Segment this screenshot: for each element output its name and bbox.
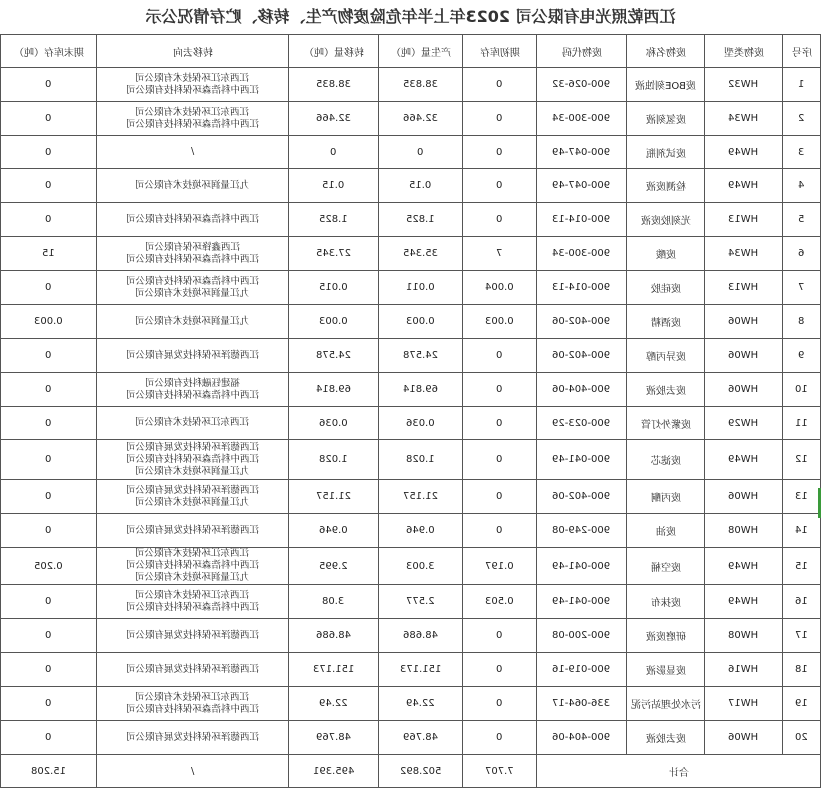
- cell-seq: 5: [783, 203, 821, 237]
- cell-transferred: 1.825: [289, 203, 379, 237]
- destination-line: 福建钰融科技有限公司: [144, 377, 240, 389]
- cell-seq: 11: [783, 407, 821, 440]
- cell-closing: 0.003: [1, 305, 97, 339]
- cell-closing: 0: [1, 653, 97, 687]
- table-row: [1, 271, 821, 305]
- cell-destination: [97, 480, 289, 514]
- cell-type: HW34: [705, 102, 783, 136]
- cell-name: 废滤芯: [627, 440, 705, 480]
- cell-name: 废空桶: [627, 548, 705, 585]
- cell-closing: 0: [1, 619, 97, 653]
- cell-code: 900-402-06: [537, 305, 627, 339]
- total-label: 合计: [537, 755, 821, 788]
- cell-opening: 0: [463, 373, 537, 407]
- destination-line: 江西中科浩森环保科技有限公司: [125, 601, 259, 613]
- destination-line: 江西东江环保技术有限公司: [135, 691, 250, 703]
- cell-name: 废紫外灯管: [627, 407, 705, 440]
- destination-line: 江西德泽环保科技发展有限公司: [125, 629, 259, 641]
- cell-code: 900-404-06: [537, 721, 627, 755]
- destination-line: 江西东江环保技术有限公司: [135, 548, 250, 559]
- cell-name: 废去胶液: [627, 721, 705, 755]
- cell-code: 336-064-17: [537, 687, 627, 721]
- cell-name: 废显影液: [627, 653, 705, 687]
- header-opening: 期初库存: [463, 35, 537, 68]
- cell-produced: 32.466: [379, 102, 463, 136]
- total-opening: 7.707: [463, 755, 537, 788]
- cell-code: 900-404-06: [537, 373, 627, 407]
- cell-opening: 0: [463, 136, 537, 169]
- destination-line: /: [190, 146, 195, 157]
- cell-seq: 16: [783, 585, 821, 619]
- destination-line: 江西中科浩森环保科技有限公司: [125, 389, 259, 401]
- cell-type: HW49: [705, 169, 783, 203]
- cell-seq: 6: [783, 237, 821, 271]
- cell-transferred: 3.08: [289, 585, 379, 619]
- table-row: [1, 136, 821, 169]
- cell-name: 检测废液: [627, 169, 705, 203]
- cell-destination: [97, 619, 289, 653]
- table-row: [1, 440, 821, 480]
- destination-line: 江西中科浩森环保科技有限公司: [125, 84, 259, 96]
- destination-line: 江西德泽环保科技发展有限公司: [125, 484, 259, 496]
- total-produced: 502.892: [379, 755, 463, 788]
- cell-transferred: 48.686: [289, 619, 379, 653]
- cell-closing: 0: [1, 687, 97, 721]
- cell-seq: 13: [783, 480, 821, 514]
- cell-name: 废丙酮: [627, 480, 705, 514]
- table-row: [1, 585, 821, 619]
- cell-opening: 7: [463, 237, 537, 271]
- destination-line: 江西中科浩森环保科技有限公司: [125, 118, 259, 130]
- cell-opening: 0: [463, 407, 537, 440]
- cell-name: 废酒精: [627, 305, 705, 339]
- cell-type: HW06: [705, 305, 783, 339]
- cell-seq: 20: [783, 721, 821, 755]
- table-row: [1, 339, 821, 373]
- cell-opening: 0: [463, 480, 537, 514]
- cell-destination: [97, 687, 289, 721]
- cell-name: 污水处理站污泥: [627, 687, 705, 721]
- cell-transferred: 0.946: [289, 514, 379, 548]
- header-code: 废物代码: [537, 35, 627, 68]
- cell-type: HW49: [705, 548, 783, 585]
- table-row: [1, 514, 821, 548]
- table-row: [1, 548, 821, 585]
- cell-produced: 2.577: [379, 585, 463, 619]
- cell-destination: [97, 339, 289, 373]
- cell-closing: 0: [1, 203, 97, 237]
- destination-line: 九江量润环境技术有限公司: [135, 572, 250, 583]
- cell-type: HW08: [705, 514, 783, 548]
- cell-code: 900-014-13: [537, 271, 627, 305]
- cell-produced: 1.028: [379, 440, 463, 480]
- destination-line: 江西东江环保技术有限公司: [135, 106, 250, 118]
- cell-produced: 0: [379, 136, 463, 169]
- table-row: [1, 237, 821, 271]
- cell-seq: 19: [783, 687, 821, 721]
- page-title: 江西乾照光电有限公司 2023年上半年危险废物产生、转移、贮存情况公示: [145, 7, 676, 26]
- cell-closing: 0: [1, 169, 97, 203]
- cell-seq: 8: [783, 305, 821, 339]
- cell-code: 900-026-32: [537, 68, 627, 102]
- cell-produced: 0.011: [379, 271, 463, 305]
- cell-produced: 21.157: [379, 480, 463, 514]
- cell-name: 废异丙醇: [627, 339, 705, 373]
- cell-transferred: 2.995: [289, 548, 379, 585]
- cell-closing: 0: [1, 721, 97, 755]
- cell-closing: 0: [1, 514, 97, 548]
- cell-seq: 14: [783, 514, 821, 548]
- cell-transferred: 27.345: [289, 237, 379, 271]
- cell-transferred: 38.835: [289, 68, 379, 102]
- cell-name: 光刻胶废液: [627, 203, 705, 237]
- cell-closing: 0: [1, 68, 97, 102]
- cell-destination: [97, 407, 289, 440]
- destination-line: 九江量润环境技术有限公司: [135, 496, 250, 508]
- cell-produced: 0.036: [379, 407, 463, 440]
- table-row: [1, 373, 821, 407]
- cell-destination: [97, 203, 289, 237]
- cell-closing: 15: [1, 237, 97, 271]
- table-row: [1, 68, 821, 102]
- cell-code: 900-402-06: [537, 480, 627, 514]
- table-row: [1, 203, 821, 237]
- table-row: [1, 407, 821, 440]
- cell-destination: [97, 68, 289, 102]
- destination-line: 江西东江环保技术有限公司: [135, 72, 250, 84]
- cell-seq: 1: [783, 68, 821, 102]
- cell-code: 900-014-13: [537, 203, 627, 237]
- cell-produced: 24.578: [379, 339, 463, 373]
- cell-opening: 0: [463, 203, 537, 237]
- destination-line: 九江量润环境技术有限公司: [135, 315, 250, 327]
- cell-destination: [97, 271, 289, 305]
- cell-transferred: 151.173: [289, 653, 379, 687]
- cell-type: HW06: [705, 339, 783, 373]
- destination-line: 九江量润环境技术有限公司: [135, 287, 250, 299]
- table-row: [1, 102, 821, 136]
- cell-destination: [97, 169, 289, 203]
- header-row: [1, 35, 821, 68]
- header-name: 废物名称: [627, 35, 705, 68]
- cell-type: HW16: [705, 653, 783, 687]
- destination-line: 江西鑫锋环保有限公司: [144, 241, 240, 253]
- header-produced: 产生量（吨）: [379, 35, 463, 68]
- cell-closing: 0: [1, 407, 97, 440]
- cell-closing: 0: [1, 585, 97, 619]
- cell-closing: 0: [1, 373, 97, 407]
- cell-name: 废BOE刻蚀液: [627, 68, 705, 102]
- cell-type: HW49: [705, 136, 783, 169]
- destination-line: 江西中科浩森环保科技有限公司: [125, 703, 259, 715]
- cell-code: 900-300-34: [537, 237, 627, 271]
- cell-opening: 0.197: [463, 548, 537, 585]
- cell-destination: [97, 721, 289, 755]
- cell-transferred: 48.769: [289, 721, 379, 755]
- header-transferred: 转移量（吨）: [289, 35, 379, 68]
- header-closing: 期末库存（吨）: [1, 35, 97, 68]
- destination-line: 江西中科浩森环保科技有限公司: [125, 453, 259, 465]
- header-type: 废物类型: [705, 35, 783, 68]
- cell-type: HW08: [705, 619, 783, 653]
- cell-code: 900-041-49: [537, 548, 627, 585]
- cell-type: HW06: [705, 373, 783, 407]
- cell-type: HW32: [705, 68, 783, 102]
- cell-name: 废氢刻液: [627, 102, 705, 136]
- cell-produced: 48.769: [379, 721, 463, 755]
- cell-type: HW49: [705, 585, 783, 619]
- cell-destination: [97, 373, 289, 407]
- cell-produced: 1.825: [379, 203, 463, 237]
- cell-name: 废酸: [627, 237, 705, 271]
- cell-transferred: 69.814: [289, 373, 379, 407]
- destination-line: 江西中科浩森环保科技有限公司: [125, 213, 259, 225]
- total-destination: /: [97, 755, 289, 788]
- cell-transferred: 0: [289, 136, 379, 169]
- cell-type: HW06: [705, 480, 783, 514]
- cell-produced: 0.946: [379, 514, 463, 548]
- cell-code: 900-300-34: [537, 102, 627, 136]
- cell-destination: [97, 102, 289, 136]
- cell-seq: 2: [783, 102, 821, 136]
- cell-code: 900-041-49: [537, 585, 627, 619]
- cell-produced: 69.814: [379, 373, 463, 407]
- cell-destination: [97, 653, 289, 687]
- cell-produced: 22.49: [379, 687, 463, 721]
- cell-opening: 0: [463, 102, 537, 136]
- cell-opening: 0.004: [463, 271, 537, 305]
- cell-produced: 48.686: [379, 619, 463, 653]
- cell-destination: [97, 136, 289, 169]
- cell-produced: 38.835: [379, 68, 463, 102]
- table-row: [1, 619, 821, 653]
- cell-transferred: 0.015: [289, 271, 379, 305]
- cell-transferred: 0.003: [289, 305, 379, 339]
- cell-opening: 0.503: [463, 585, 537, 619]
- destination-line: 江西德泽环保科技发展有限公司: [125, 663, 259, 675]
- destination-line: 九江量润环境技术有限公司: [135, 465, 250, 477]
- destination-line: 江西东江环保技术有限公司: [135, 589, 250, 601]
- cell-code: 900-041-49: [537, 440, 627, 480]
- cell-produced: 3.003: [379, 548, 463, 585]
- destination-line: 江西德泽环保科技发展有限公司: [125, 731, 259, 743]
- cell-code: 900-047-49: [537, 136, 627, 169]
- total-row: [1, 755, 821, 788]
- table-row: [1, 305, 821, 339]
- cell-seq: 10: [783, 373, 821, 407]
- cell-code: 900-249-08: [537, 514, 627, 548]
- destination-line: 江西东江环保技术有限公司: [135, 417, 250, 428]
- cell-destination: [97, 237, 289, 271]
- cell-seq: 9: [783, 339, 821, 373]
- cell-seq: 7: [783, 271, 821, 305]
- cell-seq: 3: [783, 136, 821, 169]
- destination-line: 江西德泽环保科技发展有限公司: [125, 441, 259, 453]
- cell-transferred: 1.028: [289, 440, 379, 480]
- cell-seq: 12: [783, 440, 821, 480]
- destination-line: 九江量润环境技术有限公司: [135, 179, 250, 191]
- cell-name: 研磨废液: [627, 619, 705, 653]
- cell-closing: 0: [1, 339, 97, 373]
- cell-code: 900-402-06: [537, 339, 627, 373]
- cell-type: HW29: [705, 407, 783, 440]
- table-row: [1, 721, 821, 755]
- cell-name: 废试剂瓶: [627, 136, 705, 169]
- cell-name: 废硅胶: [627, 271, 705, 305]
- cell-code: 900-200-08: [537, 619, 627, 653]
- cell-opening: 0: [463, 619, 537, 653]
- table-row: [1, 480, 821, 514]
- cell-produced: 0.15: [379, 169, 463, 203]
- cell-seq: 18: [783, 653, 821, 687]
- cell-transferred: 32.466: [289, 102, 379, 136]
- cell-produced: 151.173: [379, 653, 463, 687]
- cell-name: 废抹布: [627, 585, 705, 619]
- cell-name: 废油: [627, 514, 705, 548]
- cell-transferred: 21.157: [289, 480, 379, 514]
- cell-opening: 0: [463, 68, 537, 102]
- cell-closing: 0: [1, 102, 97, 136]
- cell-produced: 35.345: [379, 237, 463, 271]
- cell-closing: 0.205: [1, 548, 97, 585]
- cell-seq: 17: [783, 619, 821, 653]
- cell-seq: 15: [783, 548, 821, 585]
- cell-transferred: 22.49: [289, 687, 379, 721]
- cell-type: HW17: [705, 687, 783, 721]
- waste-table: [0, 34, 821, 788]
- cell-closing: 0: [1, 480, 97, 514]
- cell-opening: 0: [463, 514, 537, 548]
- cell-destination: [97, 440, 289, 480]
- cell-seq: 4: [783, 169, 821, 203]
- destination-line: 江西德泽环保科技发展有限公司: [125, 349, 259, 361]
- cell-type: HW13: [705, 203, 783, 237]
- destination-line: 江西中科浩森环保科技有限公司: [125, 253, 259, 265]
- cell-opening: 0: [463, 169, 537, 203]
- cell-destination: [97, 585, 289, 619]
- total-transferred: 495.391: [289, 755, 379, 788]
- destination-line: 江西中科浩森环保科技有限公司: [125, 275, 259, 287]
- destination-line: 江西中科浩森环保科技有限公司: [125, 560, 259, 571]
- cell-transferred: 0.15: [289, 169, 379, 203]
- cell-type: HW13: [705, 271, 783, 305]
- cell-name: 废去胶液: [627, 373, 705, 407]
- table-row: [1, 687, 821, 721]
- cell-opening: 0: [463, 721, 537, 755]
- header-seq: 序号: [783, 35, 821, 68]
- cell-opening: 0.003: [463, 305, 537, 339]
- cell-closing: 0: [1, 136, 97, 169]
- cell-code: 900-019-16: [537, 653, 627, 687]
- cell-destination: [97, 514, 289, 548]
- cell-destination: [97, 305, 289, 339]
- cell-opening: 0: [463, 687, 537, 721]
- cell-destination: [97, 548, 289, 585]
- cell-code: 900-047-49: [537, 169, 627, 203]
- table-row: [1, 169, 821, 203]
- cell-closing: 0: [1, 440, 97, 480]
- cell-opening: 0: [463, 440, 537, 480]
- destination-line: 江西德泽环保科技发展有限公司: [125, 524, 259, 536]
- table-row: [1, 653, 821, 687]
- header-destination: 转移去向: [97, 35, 289, 68]
- cell-type: HW49: [705, 440, 783, 480]
- cell-transferred: 24.578: [289, 339, 379, 373]
- total-closing: 15.208: [1, 755, 97, 788]
- cell-opening: 0: [463, 653, 537, 687]
- cell-closing: 0: [1, 271, 97, 305]
- cell-opening: 0: [463, 339, 537, 373]
- cell-transferred: 0.036: [289, 407, 379, 440]
- cell-type: HW34: [705, 237, 783, 271]
- cell-type: HW06: [705, 721, 783, 755]
- cell-code: 900-023-29: [537, 407, 627, 440]
- cell-produced: 0.003: [379, 305, 463, 339]
